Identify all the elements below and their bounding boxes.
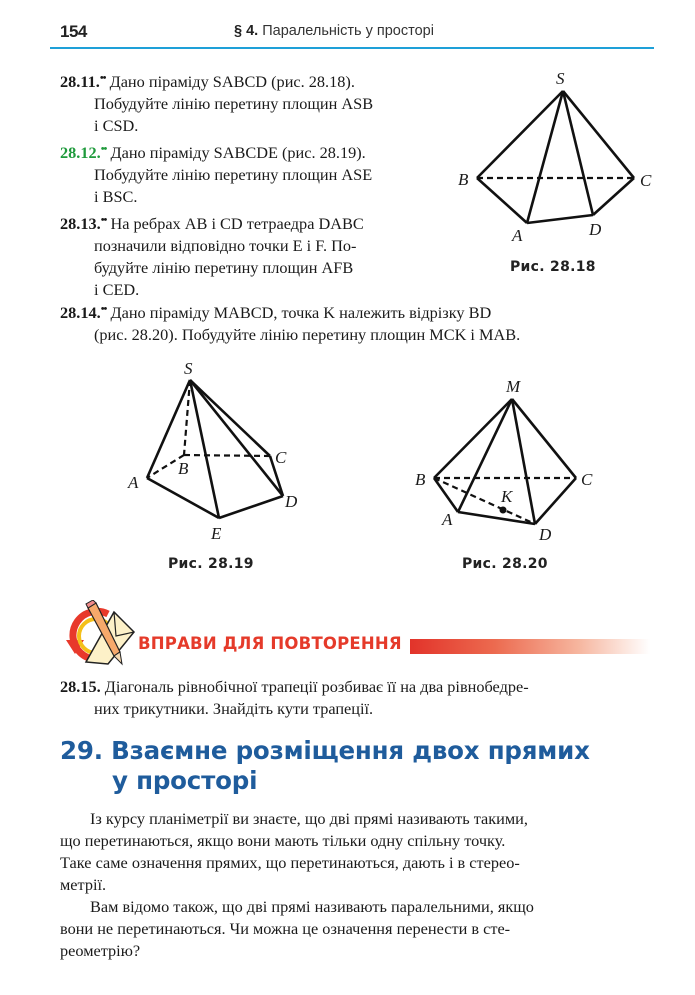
exercise-line: і CED. [94, 280, 140, 299]
point-label-k: K [501, 487, 513, 506]
exercise-line: Дано піраміду SABCDE (рис. 28.19). [110, 143, 366, 162]
vertex-label-e: E [211, 524, 222, 543]
exercise-line: Побудуйте лінію перетину площин ASB [94, 94, 374, 113]
exercise-line: Діагональ рівнобічної трапеції розбиває її на два рівнобедре- [104, 677, 529, 696]
exercise-number: 28.11. [60, 72, 100, 91]
page-number: 154 [60, 22, 87, 41]
vertex-label-c: C [640, 171, 652, 190]
difficulty-marker: •• [100, 143, 107, 155]
exercise-28-15 [60, 676, 670, 720]
vertex-label-c: C [581, 470, 593, 489]
figure-28-20-pyramid [400, 360, 630, 560]
exercise-line: Дано піраміду MABCD, точка K належить відрізку BD [110, 303, 492, 322]
section-label: § 4. [234, 23, 259, 39]
point-k-marker [500, 507, 507, 514]
header-rule [50, 47, 654, 49]
paragraph-line: Таке саме означення прямих, що перетинаються, дають і в стерео- [60, 853, 520, 872]
difficulty-marker: •• [99, 72, 106, 84]
figure-caption: Рис. 28.20 [462, 556, 548, 572]
exercise-number: 28.13. [60, 214, 101, 233]
vertex-label-a: A [128, 473, 139, 492]
vertex-label-m: M [506, 377, 521, 396]
vertex-label-a: A [442, 510, 453, 529]
exercise-line: і CSD. [94, 116, 139, 135]
exercise-line: На ребрах AB і CD тетраедра DABC [110, 214, 364, 233]
paragraph-line: метрії. [60, 875, 107, 894]
exercise-number: 28.12. [60, 143, 101, 162]
difficulty-marker: •• [100, 214, 107, 226]
vertex-label-d: D [285, 492, 298, 511]
figure-28-18-pyramid [450, 60, 680, 250]
exercise-line: будуйте лінію перетину площин AFB [94, 258, 354, 277]
exercise-number: 28.14. [60, 303, 101, 322]
vertex-label-b: B [458, 170, 469, 189]
section-heading-line2: у просторі [112, 766, 258, 795]
vertex-label-s: S [184, 359, 193, 378]
running-head [234, 23, 434, 39]
exercise-line: і BSC. [94, 187, 138, 206]
vertex-label-b: B [178, 459, 189, 478]
difficulty-marker: •• [100, 303, 107, 315]
exercise-line: них трикутники. Знайдіть кути трапеції. [94, 699, 374, 718]
section-heading-line1: 29. Взаємне розміщення двох прямих [60, 736, 590, 765]
exercise-28-14 [60, 298, 660, 346]
section-title: Паралельність у просторі [262, 23, 434, 39]
paragraph-1 [60, 808, 670, 896]
paragraph-line: Вам відомо також, що дві прямі називають паралельними, якщо [90, 897, 534, 916]
vertex-label-a: A [512, 226, 523, 245]
figure-caption: Рис. 28.19 [168, 556, 254, 572]
paragraph-2 [60, 896, 670, 962]
paragraph-line: реометрію? [60, 941, 141, 960]
vertex-label-d: D [589, 220, 602, 239]
exercise-28-12 [60, 138, 450, 208]
figure-caption: Рис. 28.18 [510, 259, 596, 275]
pencil-envelope-refresh-icon [62, 600, 138, 672]
vertex-label-s: S [556, 69, 565, 88]
exercise-number: 28.15. [60, 677, 101, 696]
vertex-label-c: C [275, 448, 287, 467]
review-section-title: ВПРАВИ ДЛЯ ПОВТОРЕННЯ [138, 634, 402, 653]
exercise-line: Побудуйте лінію перетину площин ASE [94, 165, 373, 184]
vertex-label-d: D [539, 525, 552, 544]
figure-28-19-pyramid [110, 350, 330, 550]
paragraph-line: що перетинаються, якщо вони мають тільки одну спільну точку. [60, 831, 506, 850]
section-heading [60, 736, 590, 796]
review-gradient-bar [410, 639, 650, 654]
exercise-28-11 [60, 67, 450, 137]
exercise-line: Дано піраміду SABCD (рис. 28.18). [109, 72, 355, 91]
exercise-line: (рис. 28.20). Побудуйте лінію перетину площин MCK і MAB. [94, 325, 521, 344]
paragraph-line: Із курсу планіметрії ви знаєте, що дві прямі називають такими, [90, 809, 528, 828]
exercise-line: позначили відповідно точки E і F. По- [94, 236, 357, 255]
paragraph-line: вони не перетинаються. Чи можна це означення перенести в сте- [60, 919, 511, 938]
vertex-label-b: B [415, 470, 426, 489]
exercise-28-13 [60, 209, 450, 301]
